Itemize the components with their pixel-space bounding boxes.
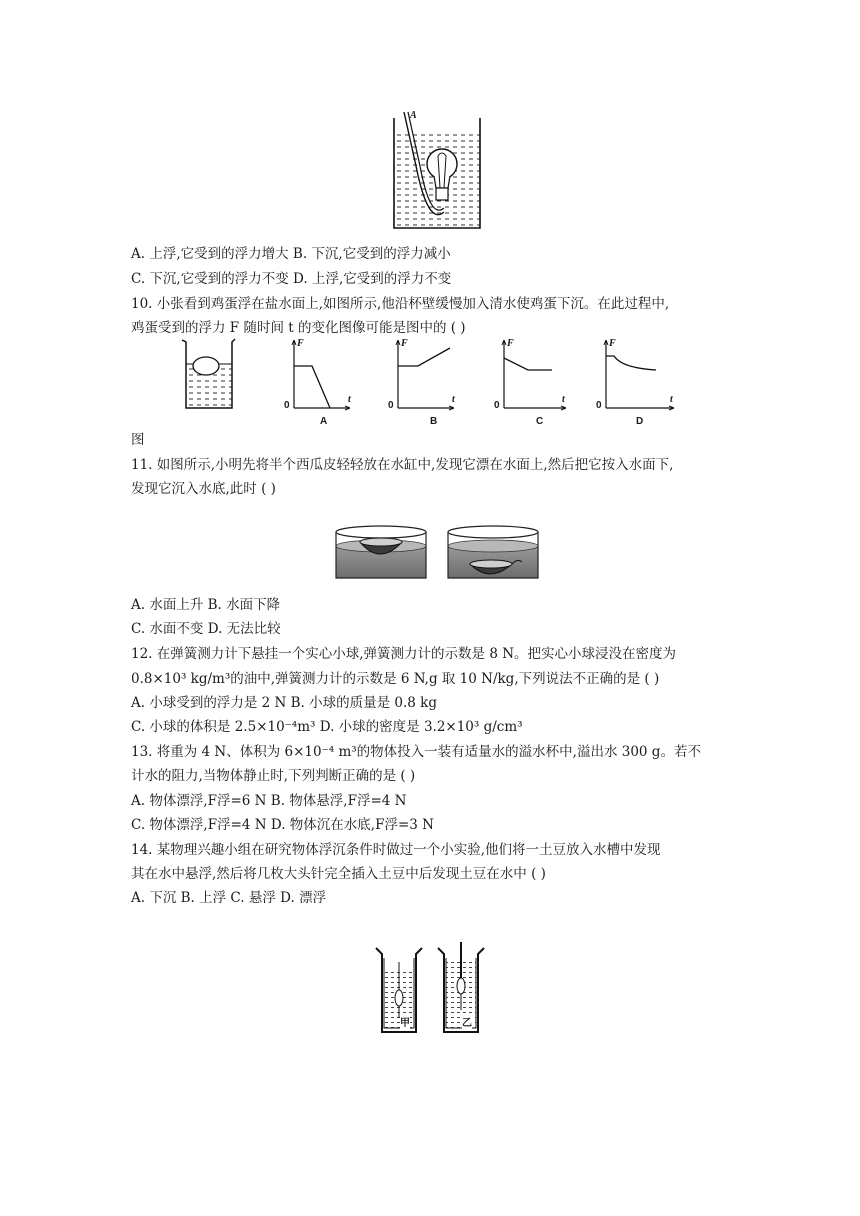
graph-b-axis-f: F xyxy=(401,338,408,349)
q12-line2: 0.8×10³ kg/m³的油中,弹簧测力计的示数是 6 N,g 取 10 N/kg,下列说法不正确的是 ( ) xyxy=(131,671,660,687)
graph-d-axis-t: t xyxy=(670,394,673,405)
q11-options-row1: A. 水面上升 B. 水面下降 xyxy=(131,597,281,613)
q11-line1: 11. 如图所示,小明先将半个西瓜皮轻轻放在水缸中,发现它漂在水面上,然后把它按入水面下, xyxy=(131,457,674,473)
graph-b-origin: 0 xyxy=(388,400,394,411)
q14-line2: 其在水中悬浮,然后将几枚大头针完全插入土豆中后发现土豆在水中 ( ) xyxy=(131,866,546,882)
q10-line1: 10. 小张看到鸡蛋浮在盐水面上,如图所示,他沿杯壁缓慢加入清水使鸡蛋下沉。在此过程中, xyxy=(131,296,670,312)
graph-a-label: A xyxy=(320,416,328,427)
watermelon-tanks-figure xyxy=(332,524,544,582)
graph-d-label: D xyxy=(636,416,644,427)
graph-b-axis-t: t xyxy=(452,394,455,405)
tube-label-jia: 甲 xyxy=(400,1014,410,1029)
graph-c-label: C xyxy=(536,416,544,427)
q9-options-row1: A. 上浮,它受到的浮力增大 B. 下沉,它受到的浮力减小 xyxy=(131,246,451,262)
graph-b xyxy=(388,336,458,427)
tubes-figure xyxy=(372,940,492,1036)
graph-c-axis-f: F xyxy=(507,338,514,349)
q10-line2: 鸡蛋受到的浮力 F 随时间 t 的变化图像可能是图中的 ( ) xyxy=(131,320,466,336)
graph-d-origin: 0 xyxy=(596,400,602,411)
q13-options-row2: C. 物体漂浮,F浮=4 N D. 物体沉在水底,F浮=3 N xyxy=(131,817,434,833)
q11-options-row2: C. 水面不变 D. 无法比较 xyxy=(131,621,281,637)
bulb-tank-figure xyxy=(388,108,488,232)
graph-d-axis-f: F xyxy=(609,338,616,349)
graph-c-axis-t: t xyxy=(562,394,565,405)
graph-a-axis-f: F xyxy=(297,338,304,349)
graph-a-origin: 0 xyxy=(284,400,290,411)
q12-options-row2: C. 小球的体积是 2.5×10⁻⁴m³ D. 小球的密度是 3.2×10³ g/cm³ xyxy=(131,719,523,735)
q14-options-row1: A. 下沉 B. 上浮 C. 悬浮 D. 漂浮 xyxy=(131,890,327,906)
q11-line2: 发现它沉入水底,此时 ( ) xyxy=(131,481,276,497)
q12-line1: 12. 在弹簧测力计下悬挂一个实心小球,弹簧测力计的示数是 8 N。把实心小球浸没在密度为 xyxy=(131,646,677,662)
q13-line1: 13. 将重为 4 N、体积为 6×10⁻⁴ m³的物体投入一装有适量水的溢水杯中,溢出水 300 g。若不 xyxy=(131,744,701,760)
q13-options-row1: A. 物体漂浮,F浮=6 N B. 物体悬浮,F浮=4 N xyxy=(131,793,407,809)
tube-label-yi: 乙 xyxy=(462,1014,472,1029)
figure-label-a: A xyxy=(410,110,417,121)
graph-a-axis-t: t xyxy=(348,394,351,405)
q13-line2: 计水的阻力,当物体静止时,下列判断正确的是 ( ) xyxy=(131,768,416,784)
q9-options-row2: C. 下沉,它受到的浮力不变 D. 上浮,它受到的浮力不变 xyxy=(131,271,452,287)
graph-c xyxy=(494,336,570,427)
q12-options-row1: A. 小球受到的浮力是 2 N B. 小球的质量是 0.8 kg xyxy=(131,695,437,711)
graph-c-origin: 0 xyxy=(494,400,500,411)
graph-d xyxy=(596,336,678,427)
graph-a xyxy=(284,336,354,427)
graph-b-label: B xyxy=(430,416,438,427)
egg-beaker-figure xyxy=(180,336,240,412)
q10-caption: 图 xyxy=(131,432,145,448)
q14-line1: 14. 某物理兴趣小组在研究物体浮沉条件时做过一个小实验,他们将一土豆放入水槽中发现 xyxy=(131,842,661,858)
